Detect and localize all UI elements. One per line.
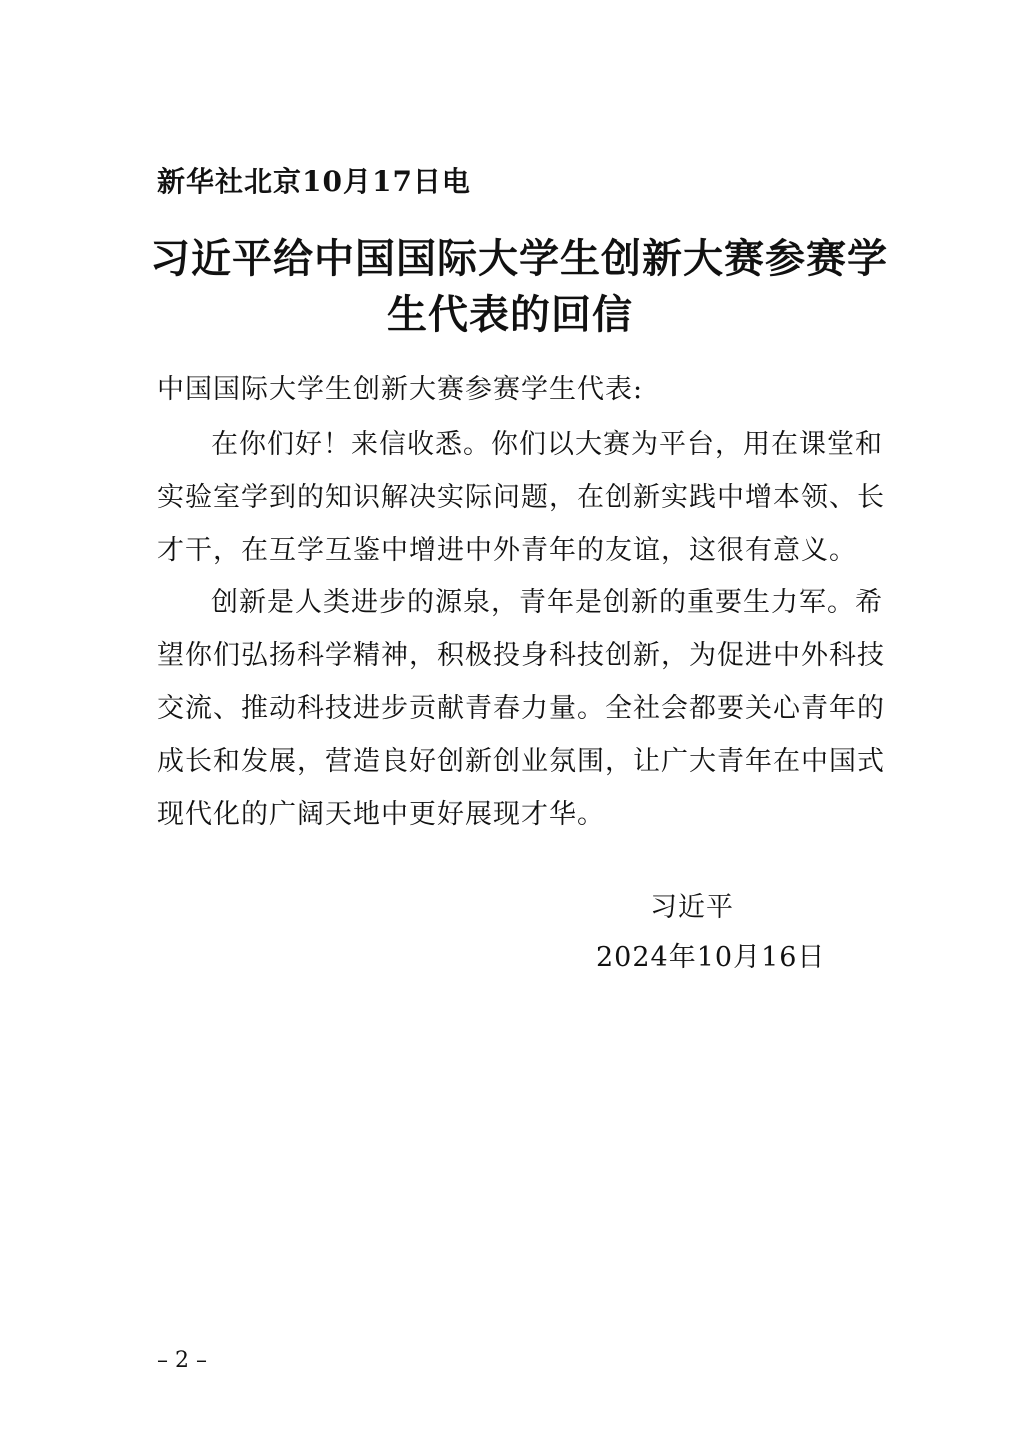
title-line-1: 习近平给中国国际大学生创新大赛参赛学 (150, 235, 888, 282)
paragraph-2-line-2: 望你们弘扬科学精神，积极投身科技创新，为促进中外科技 (157, 640, 885, 671)
paragraph-2 (157, 576, 885, 841)
letter-title (150, 231, 888, 343)
title-line-2: 生代表的回信 (387, 291, 633, 338)
paragraph-1 (157, 418, 885, 577)
paragraph-2-line-4: 成长和发展，营造良好创新创业氛围，让广大青年在中国式 (157, 746, 885, 777)
paragraph-1-line-1: 在你们好！来信收悉。你们以大赛为平台，用在课堂和 (211, 429, 883, 460)
paragraph-2-line-5: 现代化的广阔天地中更好展现才华。 (157, 799, 605, 830)
letter-date: 2024年10月16日 (596, 942, 826, 973)
dateline: 新华社北京10月17日电 (157, 165, 471, 198)
salutation: 中国国际大学生创新大赛参赛学生代表: (157, 374, 644, 405)
page-number: – 2 – (157, 1348, 207, 1373)
paragraph-1-line-3: 才干，在互学互鉴中增进中外青年的友谊，这很有意义。 (157, 535, 857, 566)
paragraph-2-line-3: 交流、推动科技进步贡献青春力量。全社会都要关心青年的 (157, 693, 885, 724)
signature: 习近平 (650, 892, 734, 923)
paragraph-1-line-2: 实验室学到的知识解决实际问题，在创新实践中增本领、长 (157, 482, 885, 513)
paragraph-2-line-1: 创新是人类进步的源泉，青年是创新的重要生力军。希 (211, 587, 883, 618)
